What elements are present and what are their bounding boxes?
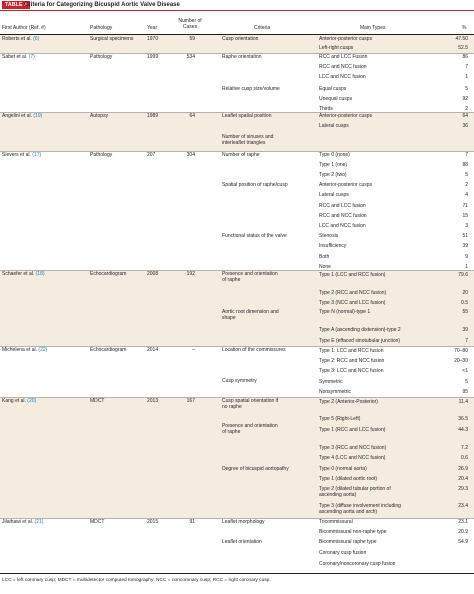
criterion: Aortic root dimension and shape: [222, 309, 279, 322]
type-percent: 86: [462, 54, 468, 60]
main-type: Type 1 (dilated aortic root): [319, 476, 378, 482]
type-percent: 95: [462, 389, 468, 395]
study-pathology: Autopsy: [90, 113, 109, 119]
main-type: Type 0 (normal aorta): [319, 466, 367, 472]
type-percent: 5: [465, 172, 468, 178]
main-type: Type 5 (Right-Left): [319, 416, 361, 422]
study-year: 2013: [147, 398, 159, 404]
type-percent: 51: [462, 233, 468, 239]
type-percent: 70–80: [454, 348, 468, 354]
table-title: Criteria for Categorizing Bicuspid Aortic Valve Disease: [24, 2, 180, 8]
main-type: Anterior-posterior cusps: [319, 182, 373, 188]
reference-link[interactable]: (17): [32, 152, 42, 158]
main-type: Type 2 (RCC and NCC fusion): [319, 290, 387, 296]
criterion: Functional status of the valve: [222, 233, 287, 239]
type-percent: 47.50: [455, 36, 468, 42]
type-percent: <1: [462, 368, 468, 374]
main-type: Type 1 (LCC and RCC fusion): [319, 272, 386, 278]
study-author: [2, 347, 47, 353]
main-type: Type 1 (one): [319, 162, 348, 168]
study-author: [2, 398, 36, 404]
header-year: Year: [147, 25, 158, 31]
main-type: Type 3 (diffuse involvement including ascending aorta and arch): [319, 503, 401, 516]
type-percent: 20: [462, 290, 468, 296]
criterion: Leaflet morphology: [222, 519, 265, 525]
main-type: Unequal cusps: [319, 96, 353, 102]
main-type: Left-right cusps: [319, 45, 354, 51]
study-year: 1989: [147, 113, 159, 119]
type-percent: 44.3: [458, 427, 468, 433]
reference-link[interactable]: (22): [38, 347, 48, 353]
type-percent: 79.6: [458, 272, 468, 278]
main-type: Tricommissural: [319, 519, 353, 525]
main-type: Type 2: RCC and NCC fusion: [319, 358, 385, 364]
type-percent: 0.6: [461, 455, 468, 461]
study-pathology: Pathology: [90, 152, 113, 158]
main-type: Nonsymmetric: [319, 389, 351, 395]
type-percent: 36: [462, 123, 468, 129]
header-main-types: Main Types: [360, 25, 386, 31]
criterion: Relative cusp size/volume: [222, 86, 280, 92]
type-percent: 20.9: [458, 529, 468, 535]
main-type: LCC and NCC fusion: [319, 223, 366, 229]
criterion: Number of sinuses and interleaflet triangles: [222, 134, 274, 147]
type-percent: 7.2: [461, 445, 468, 451]
author-name: Roberts et al.: [2, 36, 32, 42]
study-author: [2, 113, 42, 119]
main-type: Type 2 (dilated tubular portion of ascending aorta): [319, 486, 391, 499]
header-pathology: Pathology: [90, 25, 113, 31]
table-footnote: LCC = left coronary cusp; MDCT = multidetector computed tomography; NCC = noncoronary cusp; RCC = right coronary cusp.: [2, 578, 271, 583]
study-cases: 167: [186, 398, 195, 404]
reference-link[interactable]: (18): [35, 271, 45, 277]
type-percent: 88: [462, 162, 468, 168]
study-year: 2014: [147, 347, 159, 353]
main-type: RCC and NCC fusion: [319, 64, 367, 70]
criterion: Presence and orientation of raphe: [222, 271, 278, 284]
type-percent: 55: [462, 309, 468, 315]
type-percent: 39: [462, 327, 468, 333]
type-percent: 1: [465, 264, 468, 270]
main-type: Type 2 (Anterior-Posterior): [319, 399, 378, 405]
study-pathology: MDCT: [90, 519, 105, 525]
main-type: Both: [319, 254, 330, 260]
author-name: Sabet et al.: [2, 54, 28, 60]
type-percent: 20.4: [458, 476, 468, 482]
header-cases: Number of Cases: [178, 18, 202, 30]
criterion: Presence and orientation of raphe: [222, 423, 278, 436]
main-type: Coronary/noncoronary cusp fusion: [319, 561, 396, 567]
study-pathology: Pathology: [90, 54, 113, 60]
study-cases: 534: [186, 54, 195, 60]
criterion: Cusp spatial orientation if no raphe: [222, 398, 279, 411]
type-percent: 39: [462, 243, 468, 249]
study-cases: 91: [189, 519, 195, 525]
main-type: Lateral cusps: [319, 123, 349, 129]
author-name: Kang et al.: [2, 398, 26, 404]
main-type: Symmetric: [319, 379, 343, 385]
type-percent: 29.3: [458, 486, 468, 492]
reference-link[interactable]: (21): [34, 519, 44, 525]
type-percent: 7: [465, 152, 468, 158]
main-type: Insufficiency: [319, 243, 347, 249]
table-label: TABLE 1: [2, 1, 30, 9]
criterion: Leaflet orientation: [222, 539, 262, 545]
type-percent: 52.5: [458, 45, 468, 51]
study-cases: 64: [189, 113, 195, 119]
main-type: Type 0 (none): [319, 152, 350, 158]
study-author: [2, 36, 39, 42]
main-type: Type 3: LCC and NCC fusion: [319, 368, 384, 374]
study-cases: 59: [189, 36, 195, 42]
type-percent: 20–30: [454, 358, 468, 364]
criterion: Location of the commissures: [222, 347, 286, 353]
type-percent: 36.5: [458, 416, 468, 422]
study-year: 1970: [147, 36, 159, 42]
main-type: Type 1: LCC and RCC fusion: [319, 348, 384, 354]
study-author: [2, 271, 45, 277]
type-percent: 26.9: [458, 466, 468, 472]
main-type: LCC and NCC fusion: [319, 74, 366, 80]
type-percent: 71: [462, 203, 468, 209]
study-cases: 304: [186, 152, 195, 158]
reference-link[interactable]: (6): [33, 36, 40, 42]
criterion: Raphe orientation: [222, 54, 262, 60]
header-percent: %: [462, 25, 467, 31]
study-author: [2, 54, 35, 60]
reference-link[interactable]: (7): [28, 54, 35, 60]
main-type: Stenosis: [319, 233, 339, 239]
study-pathology: Surgical specimens: [90, 36, 134, 42]
study-author: [2, 152, 41, 158]
main-type: Coronary cusp fusion: [319, 550, 367, 556]
main-type: Type 3 (RCC and NCC fusion): [319, 445, 387, 451]
main-type: Type 2 (two): [319, 172, 347, 178]
criterion: Number of raphe: [222, 152, 260, 158]
main-type: Type N (normal)-type 1: [319, 309, 371, 315]
type-percent: 2: [465, 182, 468, 188]
main-type: Bicommissural non-raphe type: [319, 529, 387, 535]
criterion: Degree of bicuspid aortopathy: [222, 466, 289, 472]
main-type: Anterior-posterior cusps: [319, 113, 373, 119]
type-percent: 3: [465, 223, 468, 229]
criterion: Cusp orientation: [222, 36, 259, 42]
type-percent: 23.4: [458, 503, 468, 509]
study-cases: 192: [186, 271, 195, 277]
main-type: Type 3 (NCC and LCC fusion): [319, 300, 386, 306]
type-percent: 92: [462, 96, 468, 102]
main-type: Type 1 (RCC and LCC fusion): [319, 427, 386, 433]
type-percent: 64: [462, 113, 468, 119]
main-type: RCC and NCC fusion: [319, 213, 367, 219]
title-rule: [0, 10, 474, 11]
type-percent: 1: [465, 74, 468, 80]
type-percent: 4: [465, 192, 468, 198]
author-name: Schaefer et al.: [2, 271, 35, 277]
type-percent: 2: [465, 106, 468, 112]
main-type: Type 4 (LCC and NCC fusion): [319, 455, 386, 461]
main-type: Thirds: [319, 106, 333, 112]
main-type: None: [319, 264, 331, 270]
main-type: Lateral cusps: [319, 192, 349, 198]
criterion: Spatial position of raphe/cusp: [222, 182, 288, 188]
type-percent: 7: [465, 338, 468, 344]
main-type: RCC and LCC fusion: [319, 203, 366, 209]
main-type: Type A (ascending distension)-type 2: [319, 327, 401, 333]
criterion: Leaflet spatial position: [222, 113, 272, 119]
main-type: Bicommissural raphe type: [319, 539, 377, 545]
study-pathology: Echocardiogram: [90, 347, 127, 353]
footer-rule: [0, 573, 474, 574]
main-type: Equal cusps: [319, 86, 347, 92]
type-percent: 5: [465, 86, 468, 92]
reference-link[interactable]: (19): [33, 113, 43, 119]
header-author: First Author (Ref. #): [2, 25, 46, 31]
study-year: 2015: [147, 519, 159, 525]
study-year: 207: [147, 152, 156, 158]
header-criteria: Criteria: [254, 25, 271, 31]
type-percent: 54.9: [458, 539, 468, 545]
type-percent: 11.4: [458, 399, 468, 405]
main-type: Type E (effaced sinotubular junction): [319, 338, 401, 344]
study-cases: –: [192, 347, 195, 353]
type-percent: 5: [465, 379, 468, 385]
type-percent: 9: [465, 254, 468, 260]
main-type: Anterior-posterior cusps: [319, 36, 373, 42]
reference-link[interactable]: (20): [27, 398, 37, 404]
main-type: RCC and LCC Fusion: [319, 54, 368, 60]
type-percent: 23.1: [458, 519, 468, 525]
author-name: Michelena et al.: [2, 347, 38, 353]
table-title-bar: [0, 0, 474, 10]
author-name: Angelini et al.: [2, 113, 33, 119]
study-year: 2008: [147, 271, 159, 277]
study-author: [2, 519, 43, 525]
type-percent: 7: [465, 64, 468, 70]
author-name: Jilaihawi et al.: [2, 519, 34, 525]
type-percent: 0.5: [461, 300, 468, 306]
study-pathology: MDCT: [90, 398, 105, 404]
author-name: Sievers et al.: [2, 152, 31, 158]
study-pathology: Echocardiogram: [90, 271, 127, 277]
criterion: Cusp symmetry: [222, 378, 257, 384]
type-percent: 15: [462, 213, 468, 219]
study-year: 1999: [147, 54, 159, 60]
